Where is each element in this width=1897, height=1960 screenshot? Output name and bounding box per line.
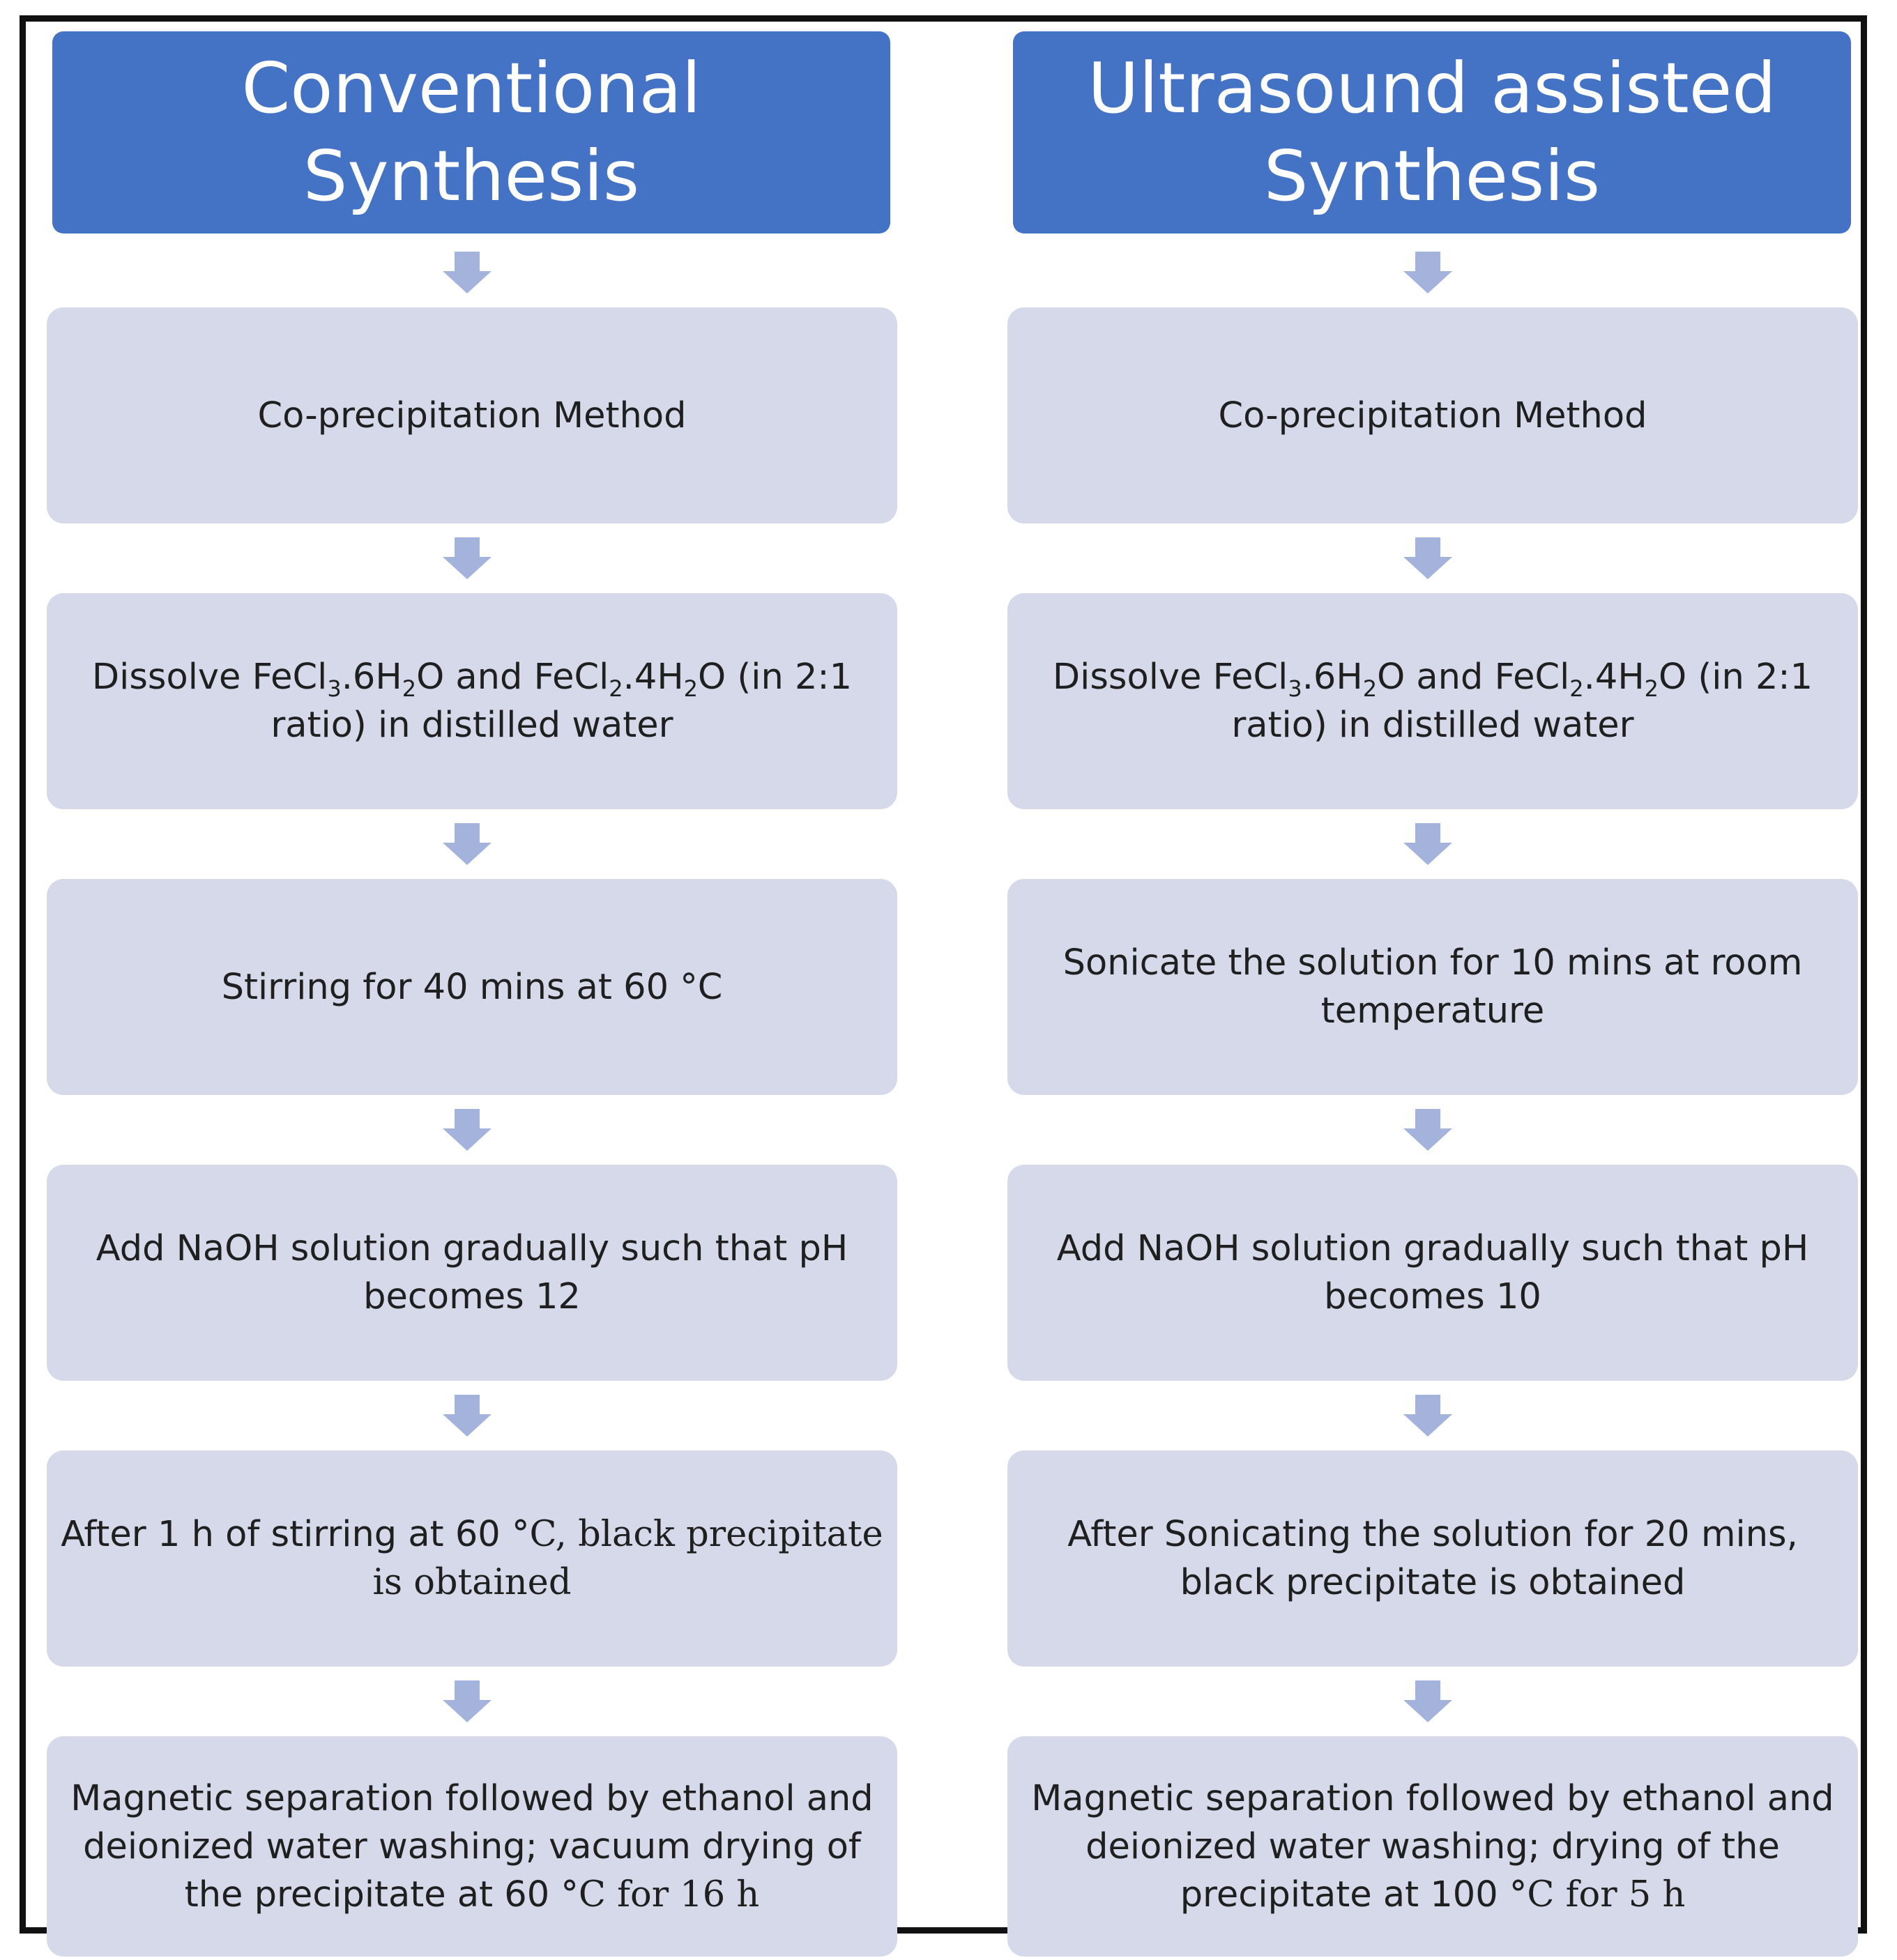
step-5-box xyxy=(47,1450,897,1667)
conventional-header xyxy=(52,31,890,233)
down-arrow-icon xyxy=(1403,1680,1452,1722)
step-3-box xyxy=(47,879,897,1095)
step-3-text: Sonicate the solution for 10 mins at room temperature xyxy=(1062,942,1803,1032)
down-arrow-icon xyxy=(1403,823,1452,865)
step-1-box xyxy=(47,307,897,523)
step-1-box xyxy=(1007,307,1858,523)
down-arrow-icon xyxy=(443,1680,492,1722)
down-arrow-icon xyxy=(1403,537,1452,579)
step-2-box xyxy=(1007,593,1858,809)
conventional-title: Conventional Synthesis xyxy=(241,47,701,217)
step-5-box xyxy=(1007,1450,1858,1667)
down-arrow-icon xyxy=(443,823,492,865)
step-1-text: Co-precipitation Method xyxy=(257,395,687,436)
down-arrow-icon xyxy=(443,1109,492,1151)
down-arrow-icon xyxy=(443,1395,492,1437)
down-arrow-icon xyxy=(443,252,492,293)
diagram-frame xyxy=(20,15,1867,1934)
step-3-box xyxy=(1007,879,1858,1095)
step-4-box xyxy=(47,1165,897,1381)
step-5-text: After Sonicating the solution for 20 mins, black precipitate is obtained xyxy=(1067,1514,1798,1603)
down-arrow-icon xyxy=(1403,1395,1452,1437)
down-arrow-icon xyxy=(1403,1109,1452,1151)
step-1-text: Co-precipitation Method xyxy=(1218,395,1647,436)
step-6-text: Magnetic separation followed by ethanol and deionized water washing; drying of the precipitate at 100 °C for 5 h xyxy=(1031,1777,1834,1915)
step-4-box xyxy=(1007,1165,1858,1381)
step-6-box xyxy=(47,1736,897,1957)
step-4-text: Add NaOH solution gradually such that pH becomes 12 xyxy=(96,1228,848,1317)
step-2-text: Dissolve $FeCl_3.6H_2O$ and $FeCl_2.4H_2O$ (in 2:1 ratio) in distilled water xyxy=(91,657,853,746)
ultrasound-title: Ultrasound assisted Synthesis xyxy=(1088,47,1776,217)
ultrasound-header xyxy=(1013,31,1851,233)
down-arrow-icon xyxy=(443,537,492,579)
step-5-text: After 1 h of stirring at 60 °C, black precipitate is obtained xyxy=(61,1514,883,1603)
down-arrow-icon xyxy=(1403,252,1452,293)
step-6-box xyxy=(1007,1736,1858,1957)
step-3-text: Stirring for 40 mins at 60 °C xyxy=(221,966,723,1008)
step-6-text: Magnetic separation followed by ethanol and deionized water washing; vacuum drying of the precipitate at 60 °C for 16 h xyxy=(70,1777,874,1915)
step-2-text: Dissolve $FeCl_3.6H_2O$ and $FeCl_2.4H_2O$ (in 2:1 ratio) in distilled water xyxy=(1052,657,1813,746)
step-4-text: Add NaOH solution gradually such that pH becomes 10 xyxy=(1056,1228,1809,1317)
step-2-box xyxy=(47,593,897,809)
